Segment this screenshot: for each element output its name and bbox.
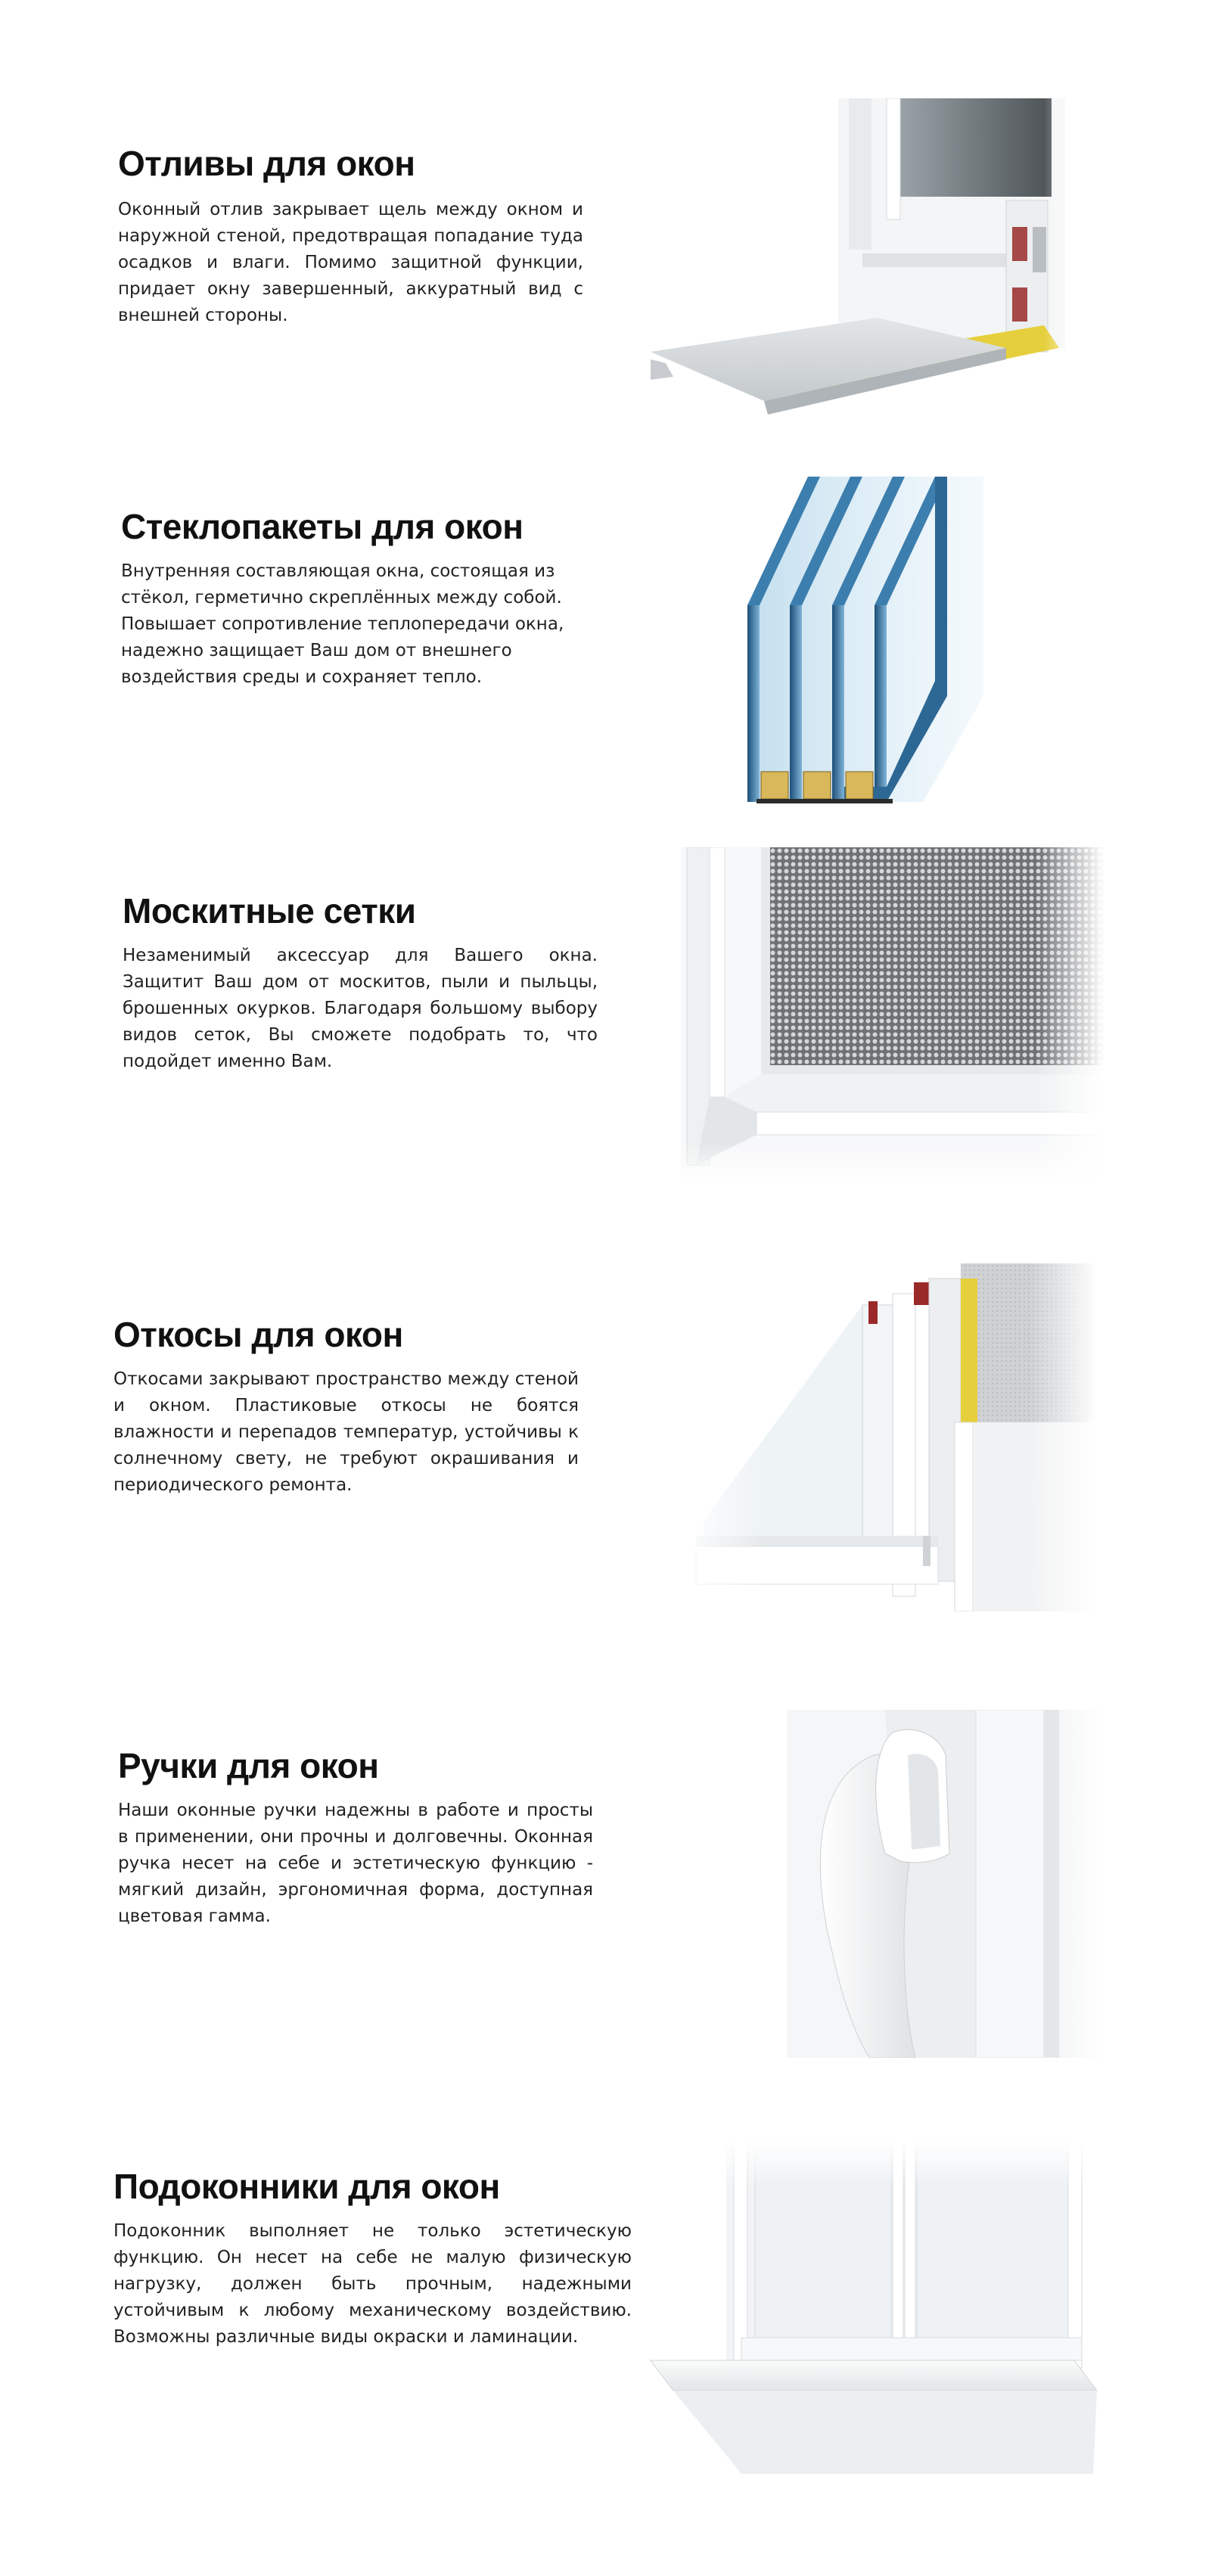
section-window-handle [0, 1695, 1221, 2103]
section-description: Откосами закрывают пространство между стеной и окном. Пластиковые откосы не боятся влажности и перепадов температур, устойчивы к солнечному свету, не требуют окрашивания и периодического ремонта. [113, 1369, 579, 1495]
section-mosquito-net [0, 847, 1221, 1210]
section-title: Отливы для окон [118, 144, 415, 183]
section-title: Москитные сетки [123, 891, 416, 931]
section-description: Подоконник выполняет не только эстетическую функцию. Он несет на себе не малую физическую нагрузку, должен быть прочным, надежными устойчивым к любому механическому воздействию. Возможны различные виды окраски и ламинации. [113, 2221, 632, 2347]
section-title: Подоконники для окон [113, 2167, 500, 2206]
section-title: Ручки для окон [118, 1746, 379, 1785]
mosquito-net-image [681, 847, 1104, 1188]
section-window-slope [0, 1256, 1221, 1649]
section-title: Откосы для окон [113, 1315, 403, 1354]
window-slope-image [673, 1263, 1097, 1611]
window-handle-image [787, 1710, 1104, 2058]
window-sill-image [651, 2141, 1104, 2474]
drip-sill-image [651, 98, 1089, 446]
section-description: Наши оконные ручки надежны в работе и просты в применении, они прочны и долговечны. Оконная ручка несет на себе и эстетическую функцию - мягкий дизайн, эргономичная форма, доступная цветовая гамма. [118, 1801, 593, 1926]
section-glass-unit [0, 454, 1221, 847]
section-title: Стеклопакеты для окон [121, 507, 524, 546]
section-window-sill [0, 2118, 1221, 2572]
section-description: Незаменимый аксессуар для Вашего окна. Защитит Ваш дом от москитов, пыли и пыльцы, брошенных окурков. Благодаря большому выбору видов сеток, Вы сможете подобрать то, что подойдет именно Вам. [123, 946, 598, 1071]
section-drip-sill [0, 0, 1221, 469]
section-description: Оконный отлив закрывает щель между окном и наружной стеной, предотвращая попадание туда осадков и влаги. Помимо защитной функции, придает окну завершенный, аккуратный вид с внешней стороны. [118, 200, 583, 325]
glass-unit-image [741, 469, 999, 817]
section-description: Внутренняя составляющая окна, состоящая из стёкол, герметично скреплённых между собой. Повышает сопротивление теплопередачи окна, надежно защищает Ваш дом от внешнего воздействия среды и сохраняет тепло. [121, 561, 564, 687]
